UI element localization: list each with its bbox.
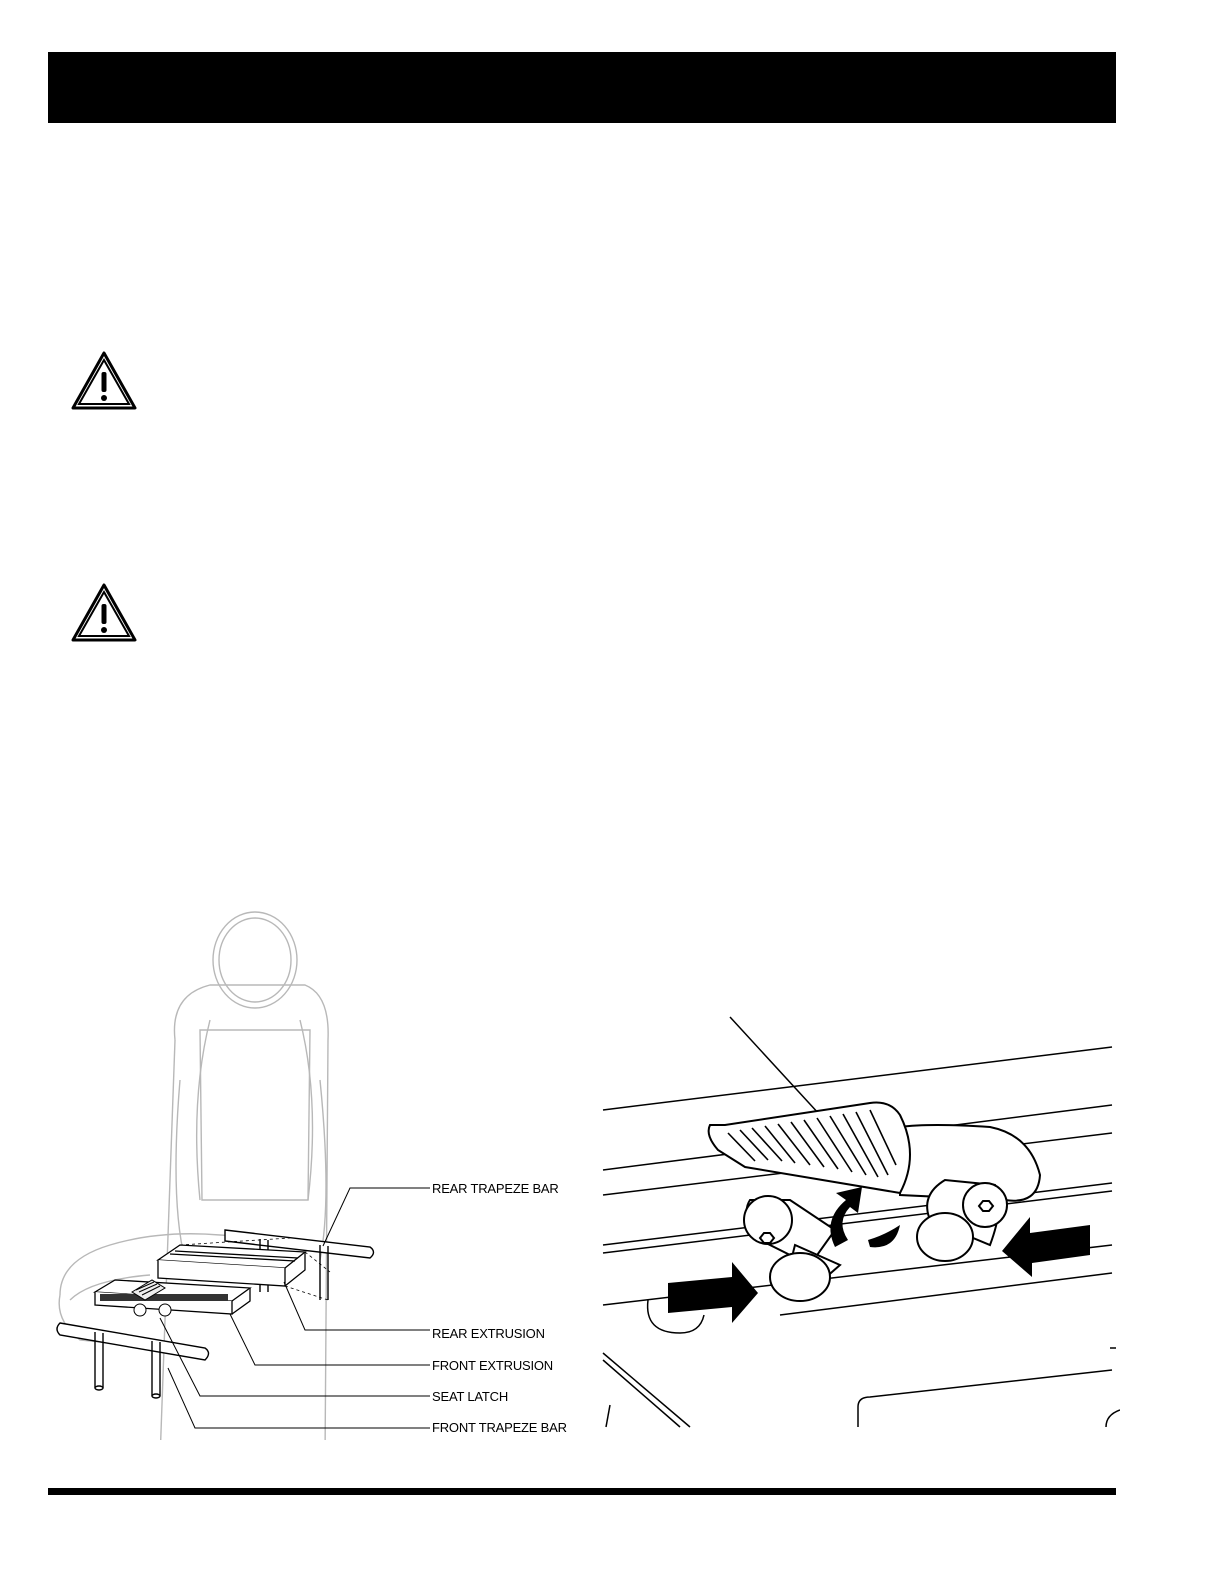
callout-seat-latch: SEAT LATCH xyxy=(432,1389,509,1404)
footer-rule xyxy=(48,1488,1116,1495)
callout-front-extrusion: FRONT EXTRUSION xyxy=(432,1358,553,1373)
warning-icon xyxy=(70,582,138,644)
callout-rear-trapeze-bar: REAR TRAPEZE BAR xyxy=(432,1181,559,1196)
seat-latch-detail-figure xyxy=(600,1015,1120,1435)
seat-assembly-figure xyxy=(40,900,440,1440)
callout-rear-extrusion: REAR EXTRUSION xyxy=(432,1326,545,1341)
header-bar xyxy=(48,52,1116,123)
warning-icon xyxy=(70,350,138,412)
callout-front-trapeze-bar: FRONT TRAPEZE BAR xyxy=(432,1420,567,1435)
